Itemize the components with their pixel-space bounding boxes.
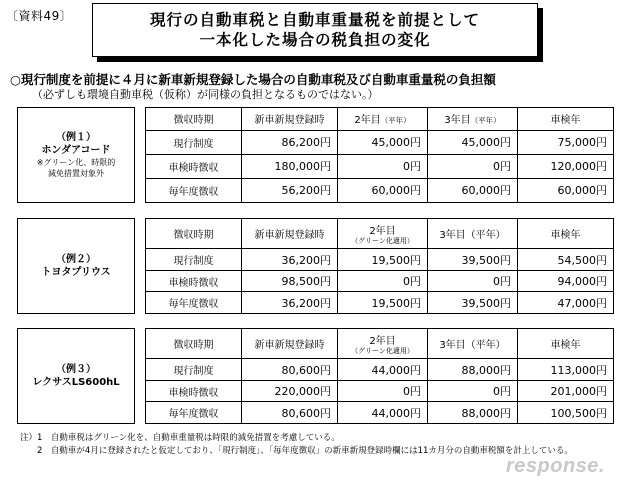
value-cell: 36,200円 <box>242 249 338 271</box>
header-cell: 徴収時期 <box>146 219 242 249</box>
value-cell: 0円 <box>338 154 428 178</box>
example-number: （例３） <box>56 364 96 375</box>
header-cell <box>338 108 428 131</box>
value-cell: 19,500円 <box>338 292 428 314</box>
header-cell-text: 2年目 <box>369 336 396 348</box>
row-label: 現行制度 <box>146 130 242 154</box>
value-cell: 180,000円 <box>242 154 338 178</box>
value-cell: 220,000円 <box>242 380 338 402</box>
value-cell: 0円 <box>338 380 428 402</box>
header-cell: 新車新規登録時 <box>242 329 338 359</box>
value-cell: 45,000円 <box>338 130 428 154</box>
watermark-logo: response. <box>506 455 605 477</box>
value-cell: 44,000円 <box>338 402 428 424</box>
table-row <box>146 154 614 178</box>
value-cell: 56,200円 <box>242 178 338 202</box>
header-cell: 徴収時期 <box>146 329 242 359</box>
value-cell: 44,000円 <box>338 359 428 381</box>
row-label: 車検時徴収 <box>146 380 242 402</box>
footnote-2: 2 自動車が4月に登録されたと仮定しており、「現行制度」、「毎年度徴収」の新車新規登録時欄には11カ月分の自動車税額を計上している。 <box>20 446 573 456</box>
example-note: ※グリーン化、時限的 <box>36 158 116 167</box>
value-cell: 0円 <box>428 270 518 292</box>
value-cell: 120,000円 <box>518 154 614 178</box>
value-cell: 80,600円 <box>242 402 338 424</box>
table-row <box>146 249 614 271</box>
value-cell: 98,500円 <box>242 270 338 292</box>
value-cell: 39,500円 <box>428 249 518 271</box>
value-cell: 54,500円 <box>518 249 614 271</box>
value-cell: 201,000円 <box>518 380 614 402</box>
tax-table-3 <box>145 328 614 424</box>
value-cell: 88,000円 <box>428 359 518 381</box>
value-cell: 0円 <box>428 380 518 402</box>
header-cell-text: 3年目 <box>444 115 471 127</box>
example-2-block <box>17 218 613 314</box>
header-cell: 車検年 <box>518 329 614 359</box>
table-row <box>146 270 614 292</box>
value-cell: 75,000円 <box>518 130 614 154</box>
row-label: 現行制度 <box>146 359 242 381</box>
example-number: （例１） <box>56 132 96 143</box>
footnotes <box>20 432 573 458</box>
value-cell: 88,000円 <box>428 402 518 424</box>
header-cell: 新車新規登録時 <box>242 219 338 249</box>
car-name: トヨタプリウス <box>41 267 111 278</box>
header-cell <box>428 108 518 131</box>
value-cell: 80,600円 <box>242 359 338 381</box>
header-cell-text: 2年目 <box>369 226 396 238</box>
example-1-label <box>17 107 135 203</box>
row-label: 毎年度徴収 <box>146 292 242 314</box>
header-cell <box>338 329 428 359</box>
example-3-block <box>17 328 613 424</box>
row-label: 車検時徴収 <box>146 154 242 178</box>
table-header-row <box>146 329 614 359</box>
row-label: 車検時徴収 <box>146 270 242 292</box>
example-1-block <box>17 107 613 203</box>
tax-table-2 <box>145 218 614 314</box>
table-row <box>146 178 614 202</box>
car-name: ホンダアコード <box>41 145 111 156</box>
title-line-1: 現行の自動車税と自動車重量税を前提として <box>149 11 480 29</box>
example-3-label <box>17 328 135 424</box>
value-cell: 0円 <box>428 154 518 178</box>
subline: （必ずしも環境自動車税（仮称）が同様の負担となるものではない。） <box>32 88 379 101</box>
header-cell: 3年目（平年） <box>428 219 518 249</box>
header-cell: 車検年 <box>518 108 614 131</box>
title-line-2: 一本化した場合の税負担の変化 <box>199 31 431 49</box>
example-number: （例２） <box>56 254 96 265</box>
value-cell: 19,500円 <box>338 249 428 271</box>
value-cell: 0円 <box>338 270 428 292</box>
document-tag: 〔資料49〕 <box>6 9 73 23</box>
value-cell: 60,000円 <box>518 178 614 202</box>
value-cell: 45,000円 <box>428 130 518 154</box>
table-row <box>146 380 614 402</box>
value-cell: 60,000円 <box>428 178 518 202</box>
header-cell: 車検年 <box>518 219 614 249</box>
header-cell-sub: （グリーン化適用） <box>351 347 414 356</box>
car-name: レクサスLS600hL <box>32 377 120 388</box>
row-label: 現行制度 <box>146 249 242 271</box>
value-cell: 94,000円 <box>518 270 614 292</box>
header-cell: 3年目（平年） <box>428 329 518 359</box>
value-cell: 113,000円 <box>518 359 614 381</box>
header-cell-sub: （平年） <box>470 116 501 126</box>
table-header-row <box>146 219 614 249</box>
example-note: 減免措置対象外 <box>48 169 104 178</box>
header-cell-sub: （グリーン化適用） <box>351 237 414 246</box>
example-2-label <box>17 218 135 314</box>
header-cell <box>338 219 428 249</box>
value-cell: 39,500円 <box>428 292 518 314</box>
tax-table-1 <box>145 107 614 203</box>
value-cell: 60,000円 <box>338 178 428 202</box>
header-cell: 新車新規登録時 <box>242 108 338 131</box>
row-label: 毎年度徴収 <box>146 178 242 202</box>
title-box <box>92 3 538 57</box>
table-row <box>146 130 614 154</box>
header-cell-text: 2年目 <box>354 115 381 127</box>
footnote-1: 注）1 自動車税はグリーン化を、自動車重量税は時限的減免措置を考慮している。 <box>20 433 340 443</box>
table-row <box>146 402 614 424</box>
value-cell: 36,200円 <box>242 292 338 314</box>
headline: ○現行制度を前提に４月に新車新規登録した場合の自動車税及び自動車重量税の負担額 <box>10 72 496 87</box>
row-label: 毎年度徴収 <box>146 402 242 424</box>
header-cell: 徴収時期 <box>146 108 242 131</box>
value-cell: 47,000円 <box>518 292 614 314</box>
header-cell-sub: （平年） <box>380 116 411 126</box>
value-cell: 100,500円 <box>518 402 614 424</box>
table-row <box>146 292 614 314</box>
table-row <box>146 359 614 381</box>
table-header-row <box>146 108 614 131</box>
value-cell: 86,200円 <box>242 130 338 154</box>
